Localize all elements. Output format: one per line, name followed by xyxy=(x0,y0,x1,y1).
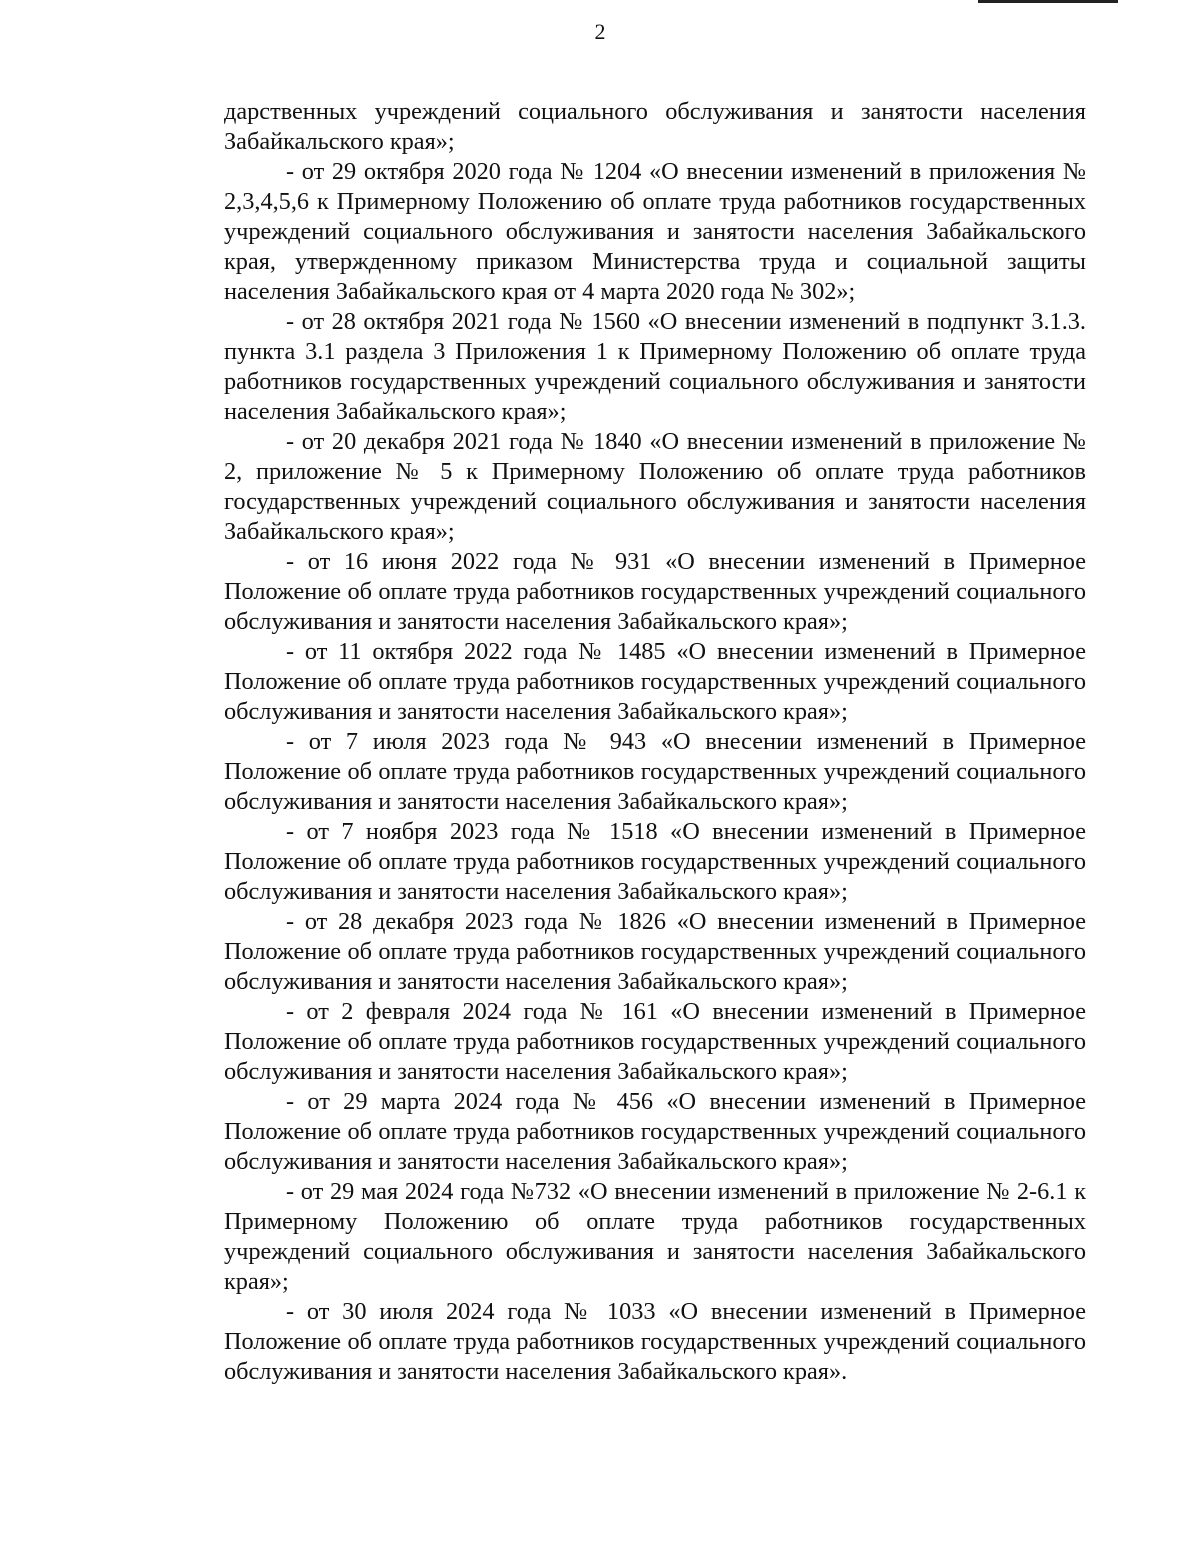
paragraph-order-1826: - от 28 декабря 2023 года № 1826 «О внесении изменений в Примерное Положение об оплате труда работников государственных учреждений социального обслуживания и занятости населения Забайкальского края»; xyxy=(224,908,1086,995)
paragraph-order-456: - от 29 марта 2024 года № 456 «О внесении изменений в Примерное Положение об оплате труда работников государственных учреждений социального обслуживания и занятости населения Забайкальского края»; xyxy=(224,1088,1086,1175)
page-number: 2 xyxy=(594,19,606,44)
document-body xyxy=(224,97,1086,1387)
paragraph-order-943: - от 7 июля 2023 года № 943 «О внесении изменений в Примерное Положение об оплате труда работников государственных учреждений социального обслуживания и занятости населения Забайкальского края»; xyxy=(224,728,1086,815)
paragraph-continuation: дарственных учреждений социального обслуживания и занятости населения Забайкальского края»; xyxy=(224,98,1086,155)
paragraph-order-1204: - от 29 октября 2020 года № 1204 «О внесении изменений в приложения № 2,3,4,5,6 к Примерному Положению об оплате труда работников государственных учреждений социального обслуживания и занятости населения Забайкальского края, утвержденному приказом Министерства труда и социальной защиты населения Забайкальского края от 4 марта 2020 года № 302»; xyxy=(224,158,1086,305)
paragraph-order-1485: - от 11 октября 2022 года № 1485 «О внесении изменений в Примерное Положение об оплате труда работников государственных учреждений социального обслуживания и занятости населения Забайкальского края»; xyxy=(224,638,1086,725)
top-edge-rule xyxy=(978,0,1118,3)
paragraph-order-161: - от 2 февраля 2024 года № 161 «О внесении изменений в Примерное Положение об оплате труда работников государственных учреждений социального обслуживания и занятости населения Забайкальского края»; xyxy=(224,998,1086,1085)
paragraph-order-931: - от 16 июня 2022 года № 931 «О внесении изменений в Примерное Положение об оплате труда работников государственных учреждений социального обслуживания и занятости населения Забайкальского края»; xyxy=(224,548,1086,635)
paragraph-order-1840: - от 20 декабря 2021 года № 1840 «О внесении изменений в приложение № 2, приложение № 5 к Примерному Положению об оплате труда работников государственных учреждений социального обслуживания и занятости населения Забайкальского края»; xyxy=(224,428,1086,545)
paragraph-order-1518: - от 7 ноября 2023 года № 1518 «О внесении изменений в Примерное Положение об оплате труда работников государственных учреждений социального обслуживания и занятости населения Забайкальского края»; xyxy=(224,818,1086,905)
paragraph-order-1560: - от 28 октября 2021 года № 1560 «О внесении изменений в подпункт 3.1.3. пункта 3.1 раздела 3 Приложения 1 к Примерному Положению об оплате труда работников государственных учреждений социального обслуживания и занятости населения Забайкальского края»; xyxy=(224,308,1086,425)
paragraph-order-732: - от 29 мая 2024 года №732 «О внесении изменений в приложение № 2-6.1 к Примерному Положению об оплате труда работников государственных учреждений социального обслуживания и занятости населения Забайкальского края»; xyxy=(224,1178,1086,1295)
paragraph-order-1033: - от 30 июля 2024 года № 1033 «О внесении изменений в Примерное Положение об оплате труда работников государственных учреждений социального обслуживания и занятости населения Забайкальского края». xyxy=(224,1298,1086,1385)
